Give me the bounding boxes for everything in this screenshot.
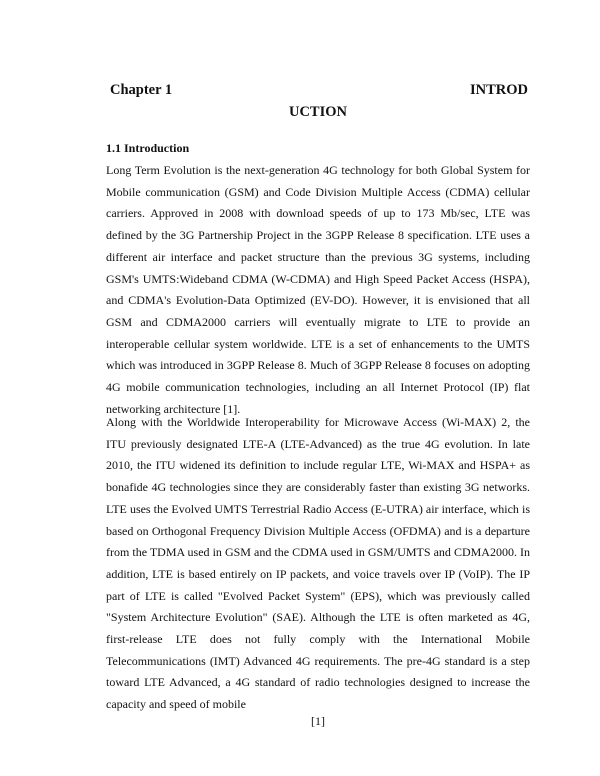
body-paragraph: Along with the Worldwide Interoperability for Microwave Access (Wi-MAX) 2, the ITU previously designated LTE-A (LTE-Advanced) as the true 4G evolution. In late 2010, the ITU widened its definition to include regular LTE, Wi-MAX and HSPA+ as bonafide 4G technologies since they are considerably faster than existing 3G networks. LTE uses the Evolved UMTS Terrestrial Radio Access (E-UTRA) air interface, which is based on Orthogonal Frequency Division Multiple Access (OFDMA) and is a departure from the TDMA used in GSM and the CDMA used in GSM/UMTS and CDMA2000. In addition, LTE is based entirely on IP packets, and voice travels over IP (VoIP). The IP part of LTE is called "Evolved Packet System" (EPS), which was previously called "System Architecture Evolution" (SAE). Although the LTE is often marketed as 4G, first-release LTE does not fully comply with the International Mobile Telecommunications (IMT) Advanced 4G requirements. The pre-4G standard is a step toward LTE Advanced, a 4G standard of radio technologies designed to increase the capacity and speed of mobile <box>106 415 530 712</box>
chapter-heading <box>110 82 528 104</box>
page-number: [1] <box>311 714 325 728</box>
chapter-title-part1: INTROD <box>469 82 528 98</box>
body-paragraph: Long Term Evolution is the next-generation 4G technology for both Global System for Mobile communication (GSM) and Code Division Multiple Access (CDMA) cellular carriers. Approved in 2008 with download speeds of up to 173 Mb/sec, LTE was defined by the 3G Partnership Project in the 3GPP Release 8 specification. LTE uses a different air interface and packet structure than the previous 3G systems, including GSM's UMTS:Wideband CDMA (W-CDMA) and High Speed Packet Access (HSPA), and CDMA's Evolution-Data Optimized (EV-DO). However, it is envisioned that all GSM and CDMA2000 carriers will eventually migrate to LTE to provide an interoperable cellular system worldwide. LTE is a set of enhancements to the UMTS which was introduced in 3GPP Release 8. Much of 3GPP Release 8 focuses on adopting 4G mobile communication technologies, including an all Internet Protocol (IP) flat networking architecture [1]. <box>106 163 530 416</box>
chapter-title-part2: UCTION <box>288 104 347 120</box>
section-heading: 1.1 Introduction <box>106 141 190 155</box>
chapter-label: Chapter 1 <box>110 82 173 98</box>
